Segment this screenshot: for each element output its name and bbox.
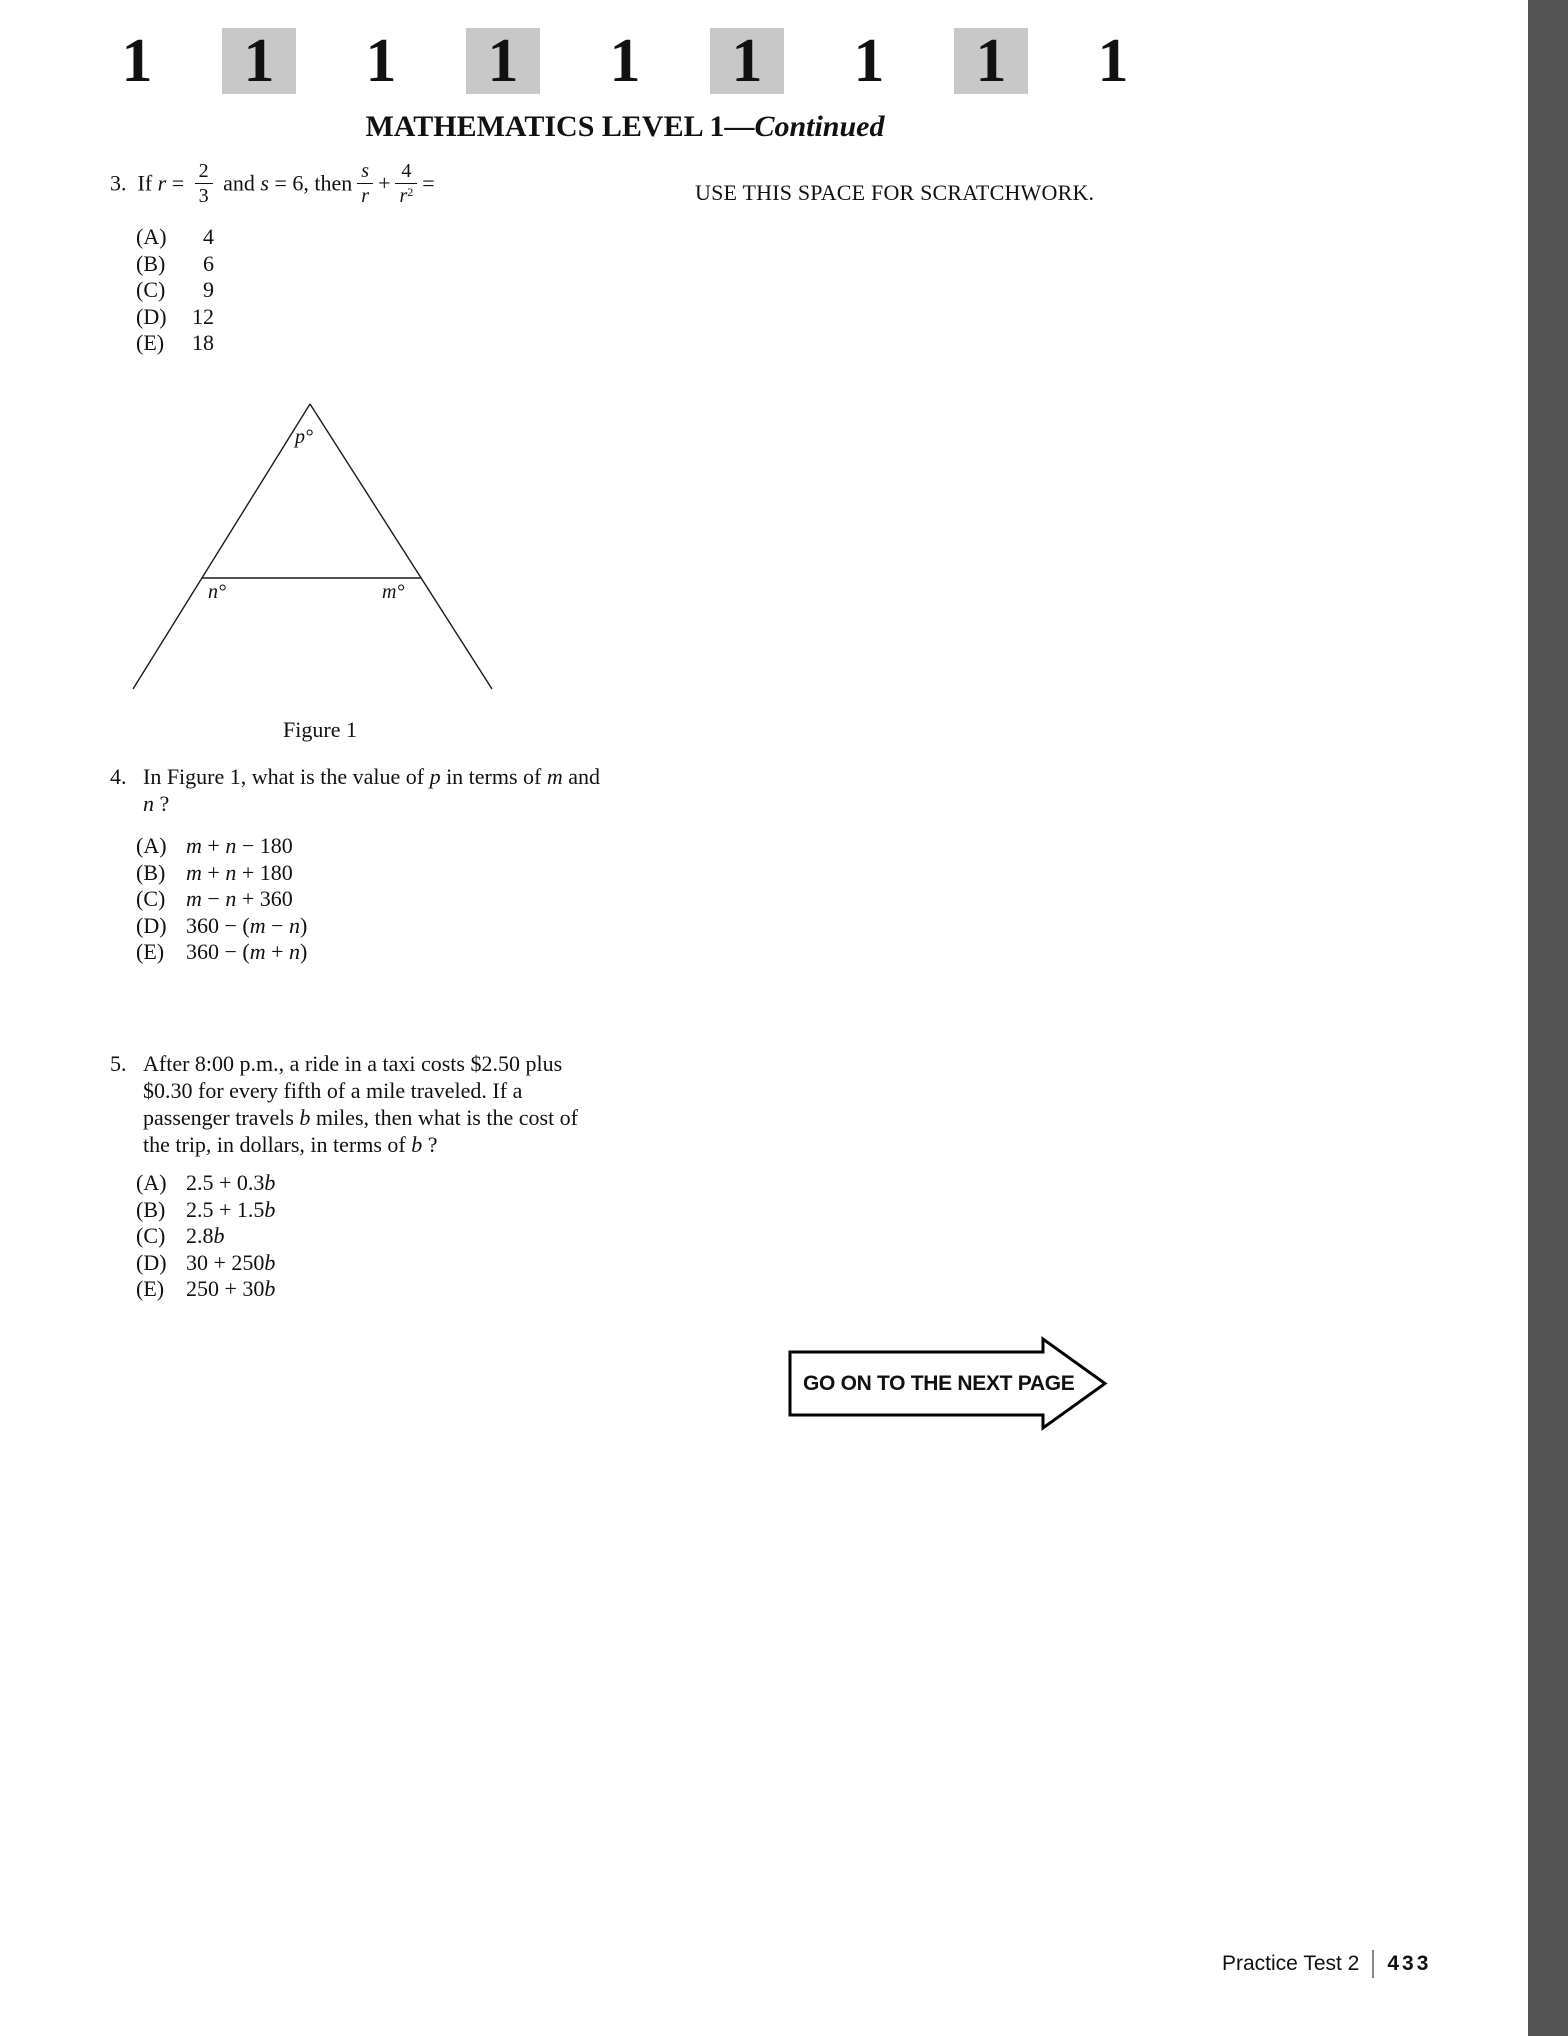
header-number: 1 [609,27,641,95]
fraction-s-r: $\frac{s}{r}$ [357,159,373,208]
choice-value: 6 [203,250,214,276]
choice-row [136,1170,610,1197]
choice-expression: 360 − (m − n) [186,912,308,938]
page-number: 433 [1387,1952,1432,1975]
choice-row [136,939,610,966]
choice-row [136,224,670,251]
question-3-stem: 3. If r = $\frac{2}{3}$ and s = 6, then $\frac{s}{r}$ + $\frac{4}{r^2}$ = [110,160,435,207]
question-5-choices [136,1170,610,1303]
header-number: 1 [121,27,153,95]
choice-expression: 2.8b [186,1223,225,1248]
choice-label: (E) [136,330,165,355]
choice-row [136,833,610,860]
question-number: 5. [110,1051,127,1076]
choice-label: (B) [136,1196,166,1222]
header-numbers-row [100,28,1150,94]
choice-label: (C) [136,277,166,302]
choice-value: 9 [203,277,214,302]
angle-label-m: m° [382,581,405,603]
question-5-stem [110,1050,610,1158]
page-edge-bar [1528,0,1568,2036]
choice-row [136,251,670,278]
question-4 [110,763,610,966]
page-footer [1222,1950,1431,1978]
choice-row [136,886,610,913]
choice-row [136,1250,610,1277]
choice-label: (D) [136,912,167,938]
choice-expression: 2.5 + 1.5b [186,1196,276,1222]
header-number: 1 [1097,27,1129,95]
question-3-choices [136,224,670,357]
choice-label: (A) [136,833,167,858]
question-5 [110,1050,610,1303]
question-4-stem [110,763,610,817]
header-number-shaded: 1 [466,28,540,94]
choice-expression: 360 − (m + n) [186,939,308,964]
fraction-2-3: $\frac{2}{3}$ [195,159,213,208]
question-stem-text: In Figure 1, what is the value of p in terms of m and n ? [143,764,601,816]
choice-label: (E) [136,1276,165,1301]
footer-divider [1372,1950,1374,1978]
figure-caption: Figure 1 [283,717,357,742]
choice-label: (C) [136,886,166,911]
choice-expression: 30 + 250b [186,1249,276,1275]
go-on-arrow [788,1336,1110,1431]
angle-label-p: p° [295,426,313,448]
choice-label: (B) [136,859,166,885]
header-number: 1 [853,27,885,95]
choice-label: (A) [136,1170,167,1195]
choice-expression: m + n − 180 [186,833,293,858]
choice-label: (A) [136,224,167,249]
choice-row [136,1197,610,1224]
choice-row [136,1276,610,1303]
question-number: 3. [110,170,127,196]
scratchwork-note: USE THIS SPACE FOR SCRATCHWORK. [695,180,1095,205]
header-number-shaded: 1 [222,28,296,94]
practice-test-label: Practice Test 2 [1222,1952,1360,1975]
go-on-text: GO ON TO THE NEXT PAGE [803,1371,1075,1395]
triangle-right-side [310,404,492,689]
choice-row [136,1223,610,1250]
choice-row [136,330,670,357]
choice-expression: m − n + 360 [186,886,293,911]
choice-row [136,277,670,304]
choice-label: (C) [136,1223,166,1248]
choice-label: (E) [136,939,165,964]
choice-label: (D) [136,1249,167,1275]
choice-value: 18 [192,330,214,355]
choice-label: (D) [136,303,167,329]
section-title-continued: Continued [754,110,885,143]
angle-label-n: n° [208,581,226,603]
choice-row [136,913,610,940]
question-number: 4. [110,764,127,789]
choice-expression: 250 + 30b [186,1276,276,1301]
choice-value: 12 [192,303,214,329]
fraction-4-r2: $\frac{4}{r^2}$ [395,159,417,208]
question-stem-text: After 8:00 p.m., a ride in a taxi costs $2.50 plus $0.30 for every fifth of a mile traveled. If a passenger travels b miles, then what is the cost of the trip, in dollars, in terms of b ? [143,1051,579,1157]
choice-label: (B) [136,250,166,276]
triangle-figure-svg [110,396,530,696]
question-4-choices [136,833,610,966]
header-number: 1 [365,27,397,95]
section-title-main: MATHEMATICS LEVEL 1— [365,110,755,143]
figure-1 [110,396,530,743]
choice-expression: 2.5 + 0.3b [186,1170,276,1195]
choice-value: 4 [203,224,214,249]
choice-row [136,304,670,331]
choice-row [136,860,610,887]
question-3 [110,161,670,357]
header-number-shaded: 1 [710,28,784,94]
header-number-shaded: 1 [954,28,1028,94]
choice-expression: m + n + 180 [186,859,293,885]
triangle-left-side [133,404,310,689]
section-title [100,110,1150,144]
